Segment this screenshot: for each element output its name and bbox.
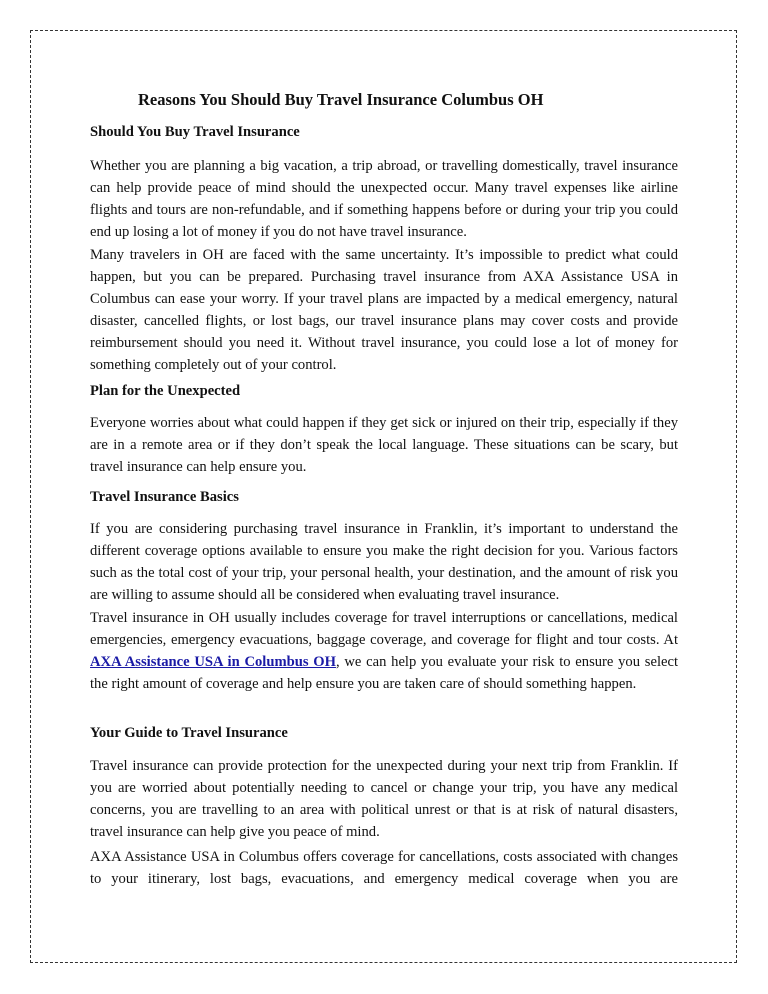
paragraph: Many travelers in OH are faced with the same uncertainty. It’s impossible to predict what could happen, but you can be prepared. Purchasing travel insurance from AXA Assistance USA in Columbus can ease your worry. If your travel plans are impacted by a medical emergency, natural disaster, cancelled flights, or lost bags, our travel insurance plans may cover costs and provide reimbursement should you need it. Without travel insurance, you could lose a lot of money for something completely out of your control. [90,247,678,373]
paragraph: Everyone worries about what could happen if they get sick or injured on their trip, especially if they are in a remote area or if they don’t speak the local language. These situations can be scary, but travel insurance can help ensure you. [90,415,678,475]
paragraph-text: Travel insurance in OH usually includes coverage for travel interruptions or cancellations, medical emergencies, emergency evacuations, baggage coverage, and coverage for flight and tour costs. At [90,610,678,648]
section-heading: Plan for the Unexpected [90,383,241,399]
axa-columbus-link[interactable]: AXA Assistance USA in Columbus OH [90,654,336,670]
section-heading: Should You Buy Travel Insurance [90,124,300,140]
paragraph: AXA Assistance USA in Columbus offers coverage for cancellations, costs associated with changes to your itinerary, lost bags, evacuations, and emergency medical coverage when you are [90,849,678,887]
paragraph-text: , we can help you evaluate your risk to ensure you select the right amount of coverage and help ensure you are taken care of should something happen. [90,654,679,692]
paragraph: Whether you are planning a big vacation, a trip abroad, or travelling domestically, travel insurance can help provide peace of mind should the unexpected occur. Many travel expenses like airline flights and tours are non-refundable, and if something happens before or during your trip you could end up losing a lot of money if you do not have travel insurance. [90,158,678,240]
paragraph: Travel insurance can provide protection for the unexpected during your next trip from Franklin. If you are worried about potentially needing to cancel or change your trip, you have any medical concerns, you are travelling to an area with political unrest or that is at risk of natural disasters, travel insurance can help give you peace of mind. [90,758,678,840]
section-heading: Travel Insurance Basics [90,489,239,505]
paragraph: If you are considering purchasing travel insurance in Franklin, it’s important to understand the different coverage options available to ensure you make the right decision for you. Various factors such as the total cost of your trip, your personal health, your destination, and the amount of risk you are willing to assume should all be considered when evaluating travel insurance. [90,521,678,603]
document-title: Reasons You Should Buy Travel Insurance Columbus OH [138,90,544,109]
paragraph [90,607,678,695]
section-heading: Your Guide to Travel Insurance [90,725,288,741]
